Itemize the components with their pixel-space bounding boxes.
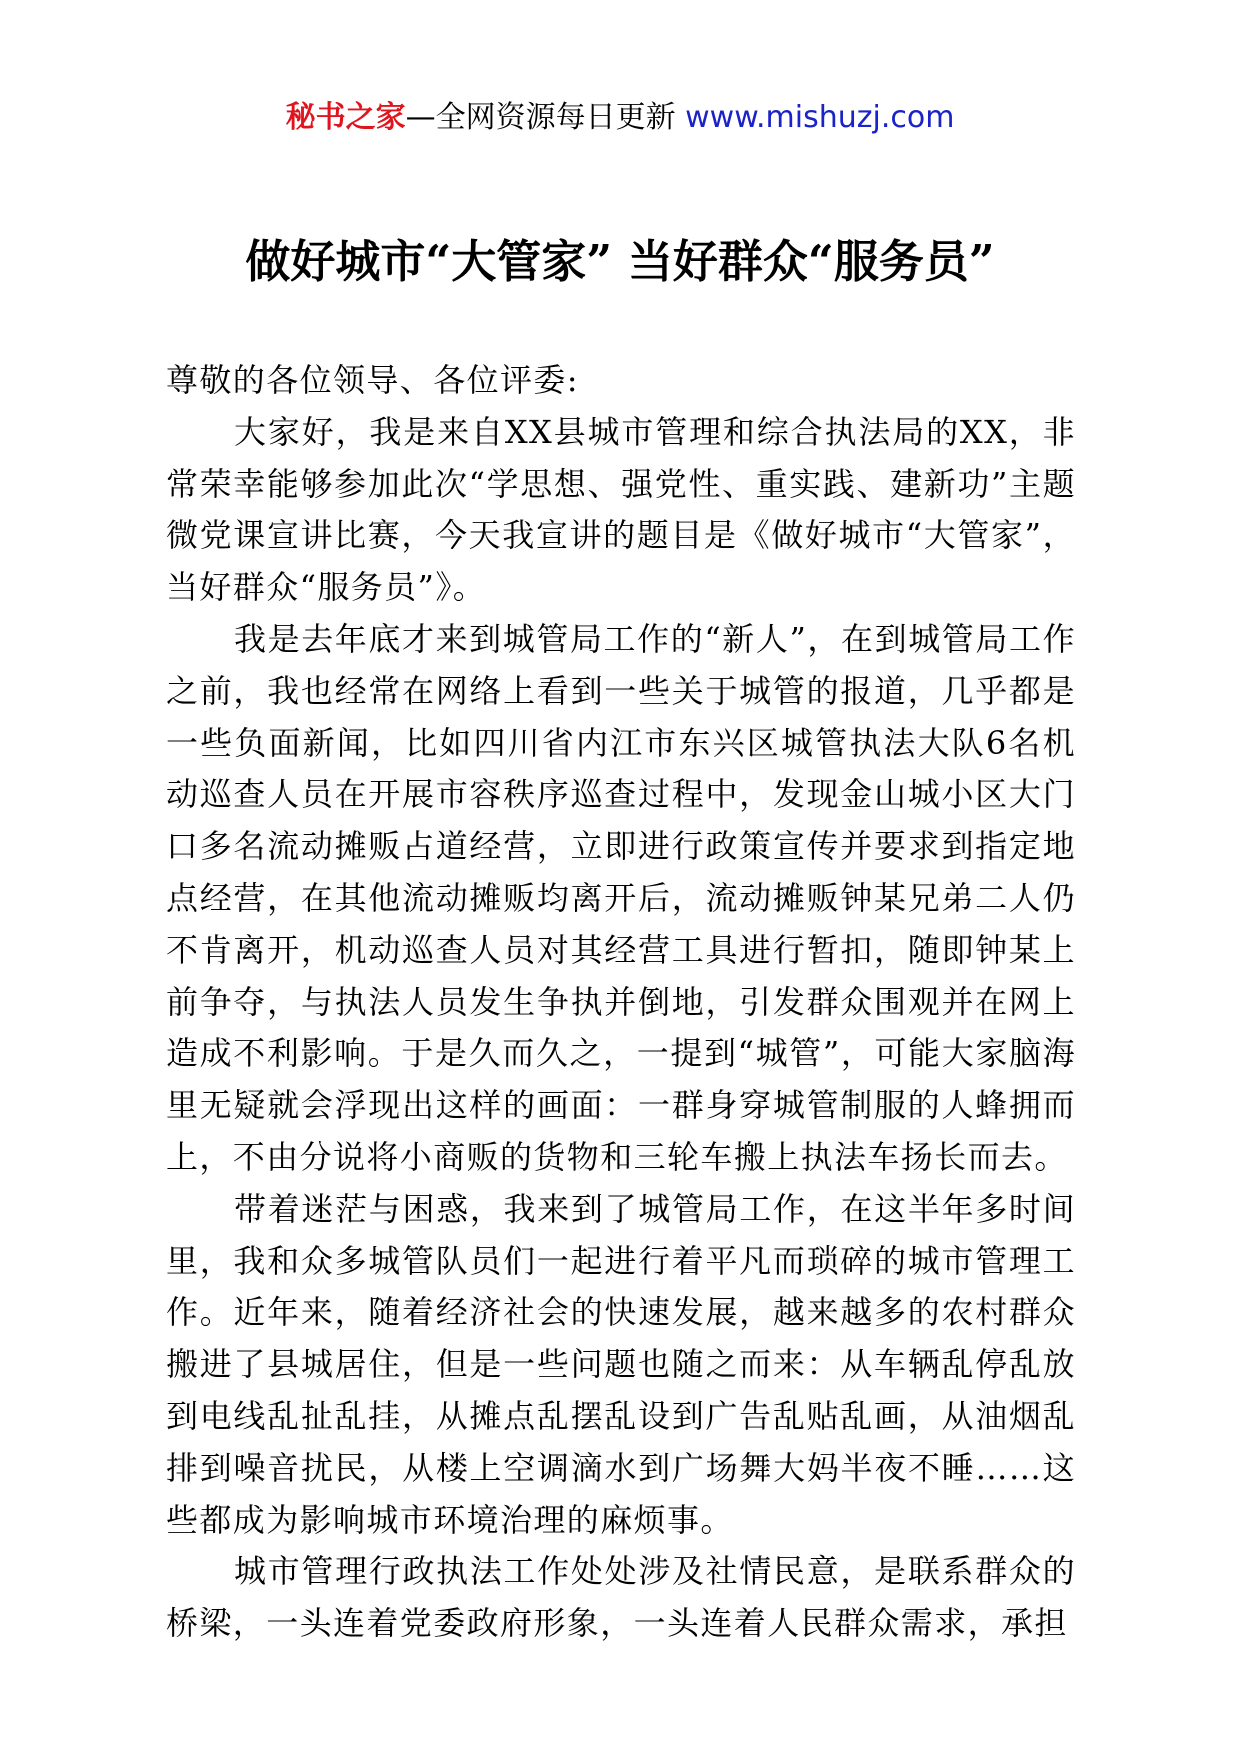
paragraph-2: 我是去年底才来到城管局工作的“新人”，在到城管局工作之前，我也经常在网络上看到一些关于城管的报道，几乎都是一些负面新闻，比如四川省内江市东兴区城管执法大队6名机动巡查人员在开展市容秩序巡查过程中，发现金山城小区大门口多名流动摊贩占道经营，立即进行政策宣传并要求到指定地点经营，在其他流动摊贩均离开后，流动摊贩钟某兄弟二人仍不肯离开，机动巡查人员对其经营工具进行暂扣，随即钟某上前争夺，与执法人员发生争执并倒地，引发群众围观并在网上造成不利影响。于是久而久之，一提到“城管”，可能大家脑海里无疑就会浮现出这样的画面：一群身穿城管制服的人蜂拥而上，不由分说将小商贩的货物和三轮车搬上执法车扬长而去。 [166, 619, 1076, 1176]
site-url-link[interactable]: www.mishuzj.com [685, 100, 955, 135]
site-brand: 秘书之家 [285, 100, 406, 135]
document-body [166, 355, 1076, 1650]
document-title: 做好城市“大管家” 当好群众“服务员” [245, 235, 995, 288]
site-header [0, 98, 1240, 138]
paragraph-1: 大家好，我是来自XX县城市管理和综合执法局的XX，非常荣幸能够参加此次“学思想、强党性、重实践、建新功”主题微党课宣讲比赛，今天我宣讲的题目是《做好城市“大管家”，当好群众“服务员”》。 [166, 412, 1076, 607]
salutation: 尊敬的各位领导、各位评委: [166, 361, 579, 399]
paragraph-3: 带着迷茫与困惑，我来到了城管局工作，在这半年多时间里，我和众多城管队员们一起进行着平凡而琐碎的城市管理工作。近年来，随着经济社会的快速发展，越来越多的农村群众搬进了县城居住，但是一些问题也随之而来：从车辆乱停乱放到电线乱扯乱挂，从摊点乱摆乱设到广告乱贴乱画，从油烟乱排到噪音扰民，从楼上空调滴水到广场舞大妈半夜不睡……这些都成为影响城市环境治理的麻烦事。 [166, 1189, 1076, 1539]
site-tagline: —全网资源每日更新 [405, 100, 686, 135]
paragraph-4: 城市管理行政执法工作处处涉及社情民意，是联系群众的桥梁，一头连着党委政府形象，一头连着人民群众需求，承担 [166, 1552, 1076, 1643]
